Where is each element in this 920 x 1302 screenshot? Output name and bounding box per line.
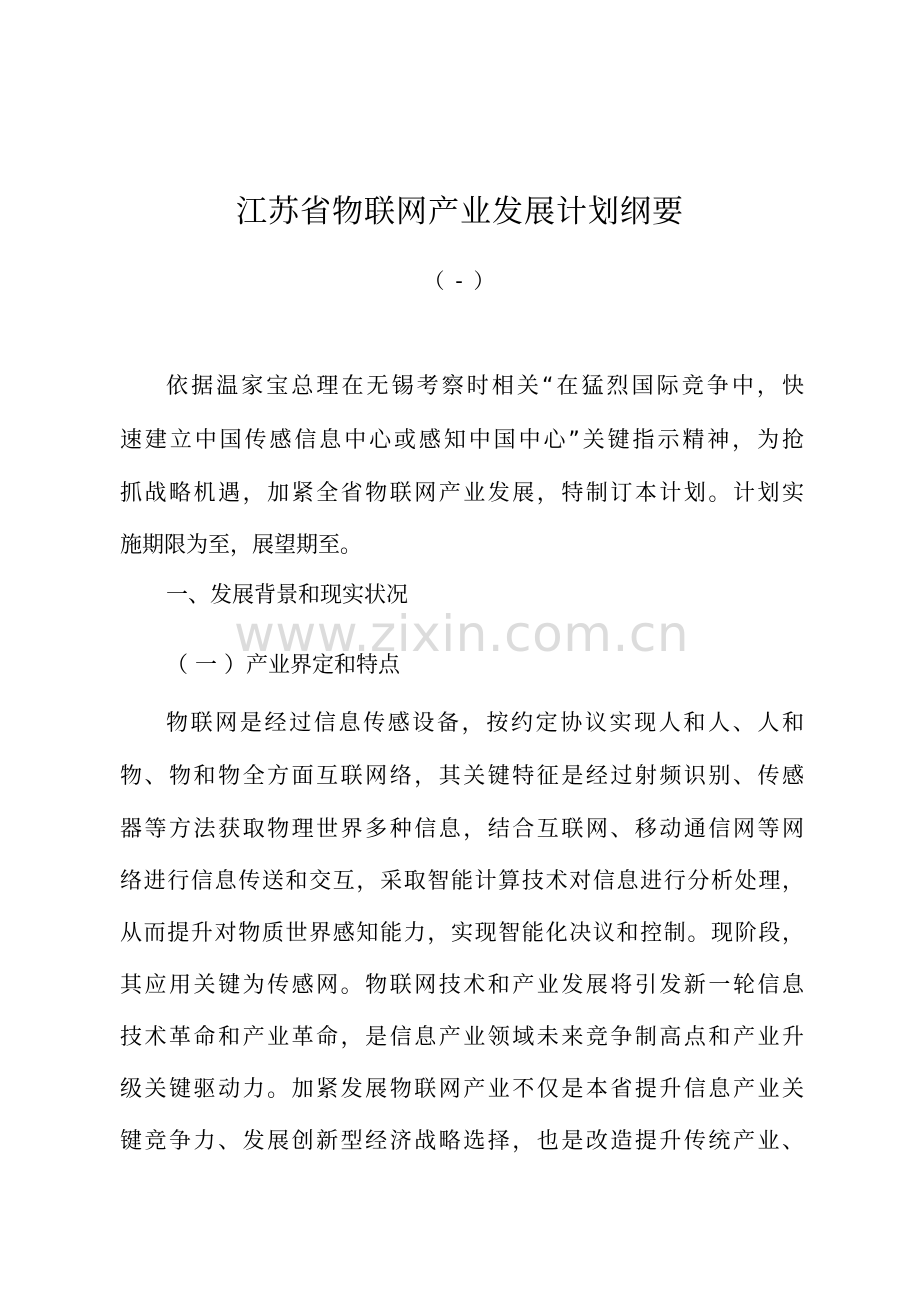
document-title: 江苏省物联网产业发展计划纲要	[236, 194, 684, 230]
body-line: 其应用关键为传感网。物联网技术和产业发展将引发新一轮信息	[120, 973, 804, 998]
body-line: 键竞争力、发展创新型经济战略选择，也是改造提升传统产业、	[120, 1129, 804, 1154]
intro-line: 依据温家宝总理在无锡考察时相关“在猛烈国际竞争中，快	[166, 374, 804, 399]
intro-line: 速建立中国传感信息中心或感知中国中心”关键指示精神，为抢	[120, 428, 804, 453]
body-line: 从而提升对物质世界感知能力，实现智能化决议和控制。现阶段，	[120, 921, 804, 946]
body-line: 物、物和物全方面互联网络，其关键特征是经过射频识别、传感	[120, 764, 804, 789]
body-line: 级关键驱动力。加紧发展物联网产业不仅是本省提升信息产业关	[120, 1077, 804, 1102]
section-heading: 一、发展背景和现实状况	[166, 583, 409, 608]
intro-line: 施期限为至，展望期至。	[120, 533, 363, 558]
watermark: www.zixin.com.cn	[234, 605, 690, 663]
document-subtitle: （ - ）	[423, 269, 497, 293]
body-line: 络进行信息传送和交互，采取智能计算技术对信息进行分析处理，	[120, 869, 804, 894]
intro-line: 抓战略机遇，加紧全省物联网产业发展，特制订本计划。计划实	[120, 481, 804, 506]
body-line: 技术革命和产业革命，是信息产业领域未来竞争制高点和产业升	[120, 1025, 804, 1050]
body-line: 器等方法获取物理世界多种信息，结合互联网、移动通信网等网	[120, 817, 804, 842]
subsection-heading: （ 一 ）产业界定和特点	[166, 653, 400, 678]
body-line: 物联网是经过信息传感设备，按约定协议实现人和人、人和	[166, 711, 804, 736]
